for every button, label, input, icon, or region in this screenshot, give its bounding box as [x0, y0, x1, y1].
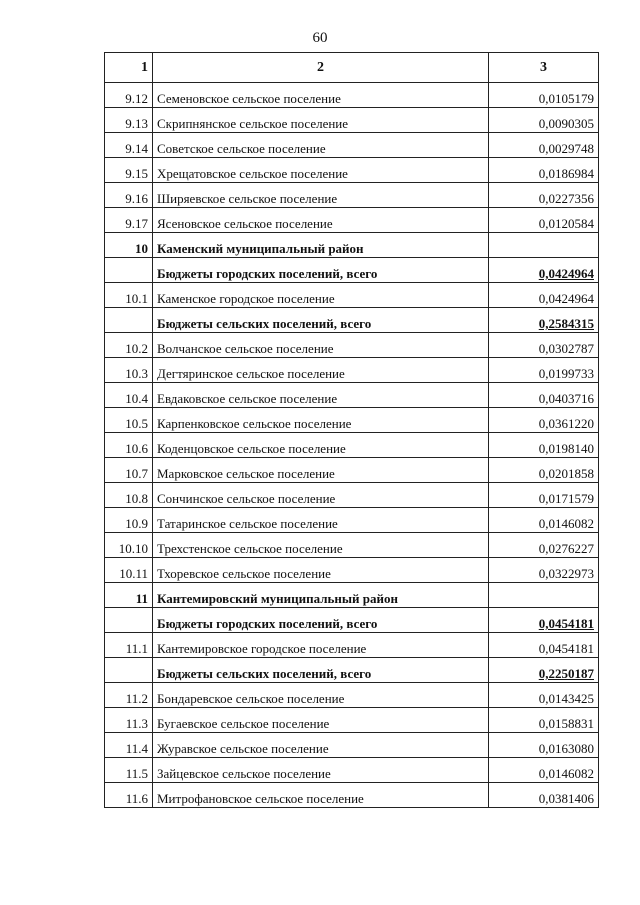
row-number: [105, 258, 153, 283]
row-value: 0,0454181: [489, 608, 599, 633]
row-name: Татаринское сельское поселение: [153, 508, 489, 533]
row-value: [489, 583, 599, 608]
row-name: Тхоревское сельское поселение: [153, 558, 489, 583]
row-value: 0,0029748: [489, 133, 599, 158]
row-value: 0,0120584: [489, 208, 599, 233]
row-value: 0,0227356: [489, 183, 599, 208]
table-row: [105, 283, 599, 308]
row-name: Ясеновское сельское поселение: [153, 208, 489, 233]
table-row: [105, 558, 599, 583]
row-value: 0,0403716: [489, 383, 599, 408]
row-value: 0,2584315: [489, 308, 599, 333]
row-name: Кантемировское городское поселение: [153, 633, 489, 658]
row-number: 10: [105, 233, 153, 258]
table-row: [105, 708, 599, 733]
row-value: 0,0158831: [489, 708, 599, 733]
district-row: [105, 583, 599, 608]
row-value: [489, 233, 599, 258]
row-number: 10.6: [105, 433, 153, 458]
subtotal-row: [105, 258, 599, 283]
row-number: 9.15: [105, 158, 153, 183]
row-name: Бюджеты сельских поселений, всего: [153, 658, 489, 683]
page-number: 60: [312, 30, 328, 46]
row-value: 0,0276227: [489, 533, 599, 558]
row-number: [105, 308, 153, 333]
header-col-name: 2: [153, 53, 489, 83]
row-number: 11.5: [105, 758, 153, 783]
row-name: Карпенковское сельское поселение: [153, 408, 489, 433]
row-number: 9.12: [105, 83, 153, 108]
row-value: 0,0381406: [489, 783, 599, 808]
row-number: 10.10: [105, 533, 153, 558]
row-name: Бондаревское сельское поселение: [153, 683, 489, 708]
row-number: 10.4: [105, 383, 153, 408]
header-col-number: 1: [105, 53, 153, 83]
district-row: [105, 233, 599, 258]
row-value: 0,0424964: [489, 283, 599, 308]
table-row: [105, 758, 599, 783]
row-value: 0,0143425: [489, 683, 599, 708]
table-row: [105, 183, 599, 208]
row-name: Бугаевское сельское поселение: [153, 708, 489, 733]
row-value: 0,0198140: [489, 433, 599, 458]
row-name: Каменское городское поселение: [153, 283, 489, 308]
row-number: 10.11: [105, 558, 153, 583]
row-value: 0,0199733: [489, 358, 599, 383]
row-number: 10.2: [105, 333, 153, 358]
table-row: [105, 433, 599, 458]
row-value: 0,0302787: [489, 333, 599, 358]
row-number: 9.14: [105, 133, 153, 158]
row-name: Митрофановское сельское поселение: [153, 783, 489, 808]
row-number: 11: [105, 583, 153, 608]
row-value: 0,2250187: [489, 658, 599, 683]
row-value: 0,0163080: [489, 733, 599, 758]
row-name: Советское сельское поселение: [153, 133, 489, 158]
row-value: 0,0105179: [489, 83, 599, 108]
table-row: [105, 133, 599, 158]
row-value: 0,0146082: [489, 758, 599, 783]
row-number: 10.7: [105, 458, 153, 483]
table-row: [105, 383, 599, 408]
row-name: Бюджеты городских поселений, всего: [153, 258, 489, 283]
row-number: 11.3: [105, 708, 153, 733]
row-number: 9.16: [105, 183, 153, 208]
row-name: Бюджеты городских поселений, всего: [153, 608, 489, 633]
subtotal-row: [105, 308, 599, 333]
row-name: Бюджеты сельских поселений, всего: [153, 308, 489, 333]
table-row: [105, 108, 599, 133]
table-row: [105, 483, 599, 508]
row-number: 10.8: [105, 483, 153, 508]
table-row: [105, 533, 599, 558]
row-name: Журавское сельское поселение: [153, 733, 489, 758]
row-number: 9.13: [105, 108, 153, 133]
row-name: Ширяевское сельское поселение: [153, 183, 489, 208]
row-name: Трехстенское сельское поселение: [153, 533, 489, 558]
row-number: 10.3: [105, 358, 153, 383]
table-row: [105, 208, 599, 233]
row-number: 11.6: [105, 783, 153, 808]
row-number: 10.9: [105, 508, 153, 533]
row-name: Семеновское сельское поселение: [153, 83, 489, 108]
row-number: 11.4: [105, 733, 153, 758]
table-row: [105, 408, 599, 433]
row-number: [105, 608, 153, 633]
row-name: Зайцевское сельское поселение: [153, 758, 489, 783]
row-value: 0,0186984: [489, 158, 599, 183]
row-name: Марковское сельское поселение: [153, 458, 489, 483]
table-row: [105, 158, 599, 183]
row-name: Хрещатовское сельское поселение: [153, 158, 489, 183]
row-number: 10.1: [105, 283, 153, 308]
row-value: 0,0090305: [489, 108, 599, 133]
table-row: [105, 358, 599, 383]
table-row: [105, 508, 599, 533]
row-name: Кантемировский муниципальный район: [153, 583, 489, 608]
row-number: 10.5: [105, 408, 153, 433]
row-name: Дегтяринское сельское поселение: [153, 358, 489, 383]
row-name: Каменский муниципальный район: [153, 233, 489, 258]
table-row: [105, 333, 599, 358]
table-header-row: [105, 53, 599, 83]
row-value: 0,0454181: [489, 633, 599, 658]
row-name: Сончинское сельское поселение: [153, 483, 489, 508]
header-col-value: 3: [489, 53, 599, 83]
row-name: Волчанское сельское поселение: [153, 333, 489, 358]
subtotal-row: [105, 608, 599, 633]
row-number: 11.1: [105, 633, 153, 658]
table-body: [105, 53, 599, 808]
table-row: [105, 683, 599, 708]
table-row: [105, 458, 599, 483]
table-row: [105, 83, 599, 108]
row-name: Евдаковское сельское поселение: [153, 383, 489, 408]
row-value: 0,0361220: [489, 408, 599, 433]
row-value: 0,0146082: [489, 508, 599, 533]
row-number: 9.17: [105, 208, 153, 233]
row-value: 0,0201858: [489, 458, 599, 483]
table-row: [105, 733, 599, 758]
row-name: Коденцовское сельское поселение: [153, 433, 489, 458]
row-number: [105, 658, 153, 683]
row-number: 11.2: [105, 683, 153, 708]
subtotal-row: [105, 658, 599, 683]
table-row: [105, 633, 599, 658]
row-name: Скрипнянское сельское поселение: [153, 108, 489, 133]
table-row: [105, 783, 599, 808]
row-value: 0,0322973: [489, 558, 599, 583]
row-value: 0,0424964: [489, 258, 599, 283]
row-value: 0,0171579: [489, 483, 599, 508]
budget-table: [104, 52, 599, 808]
